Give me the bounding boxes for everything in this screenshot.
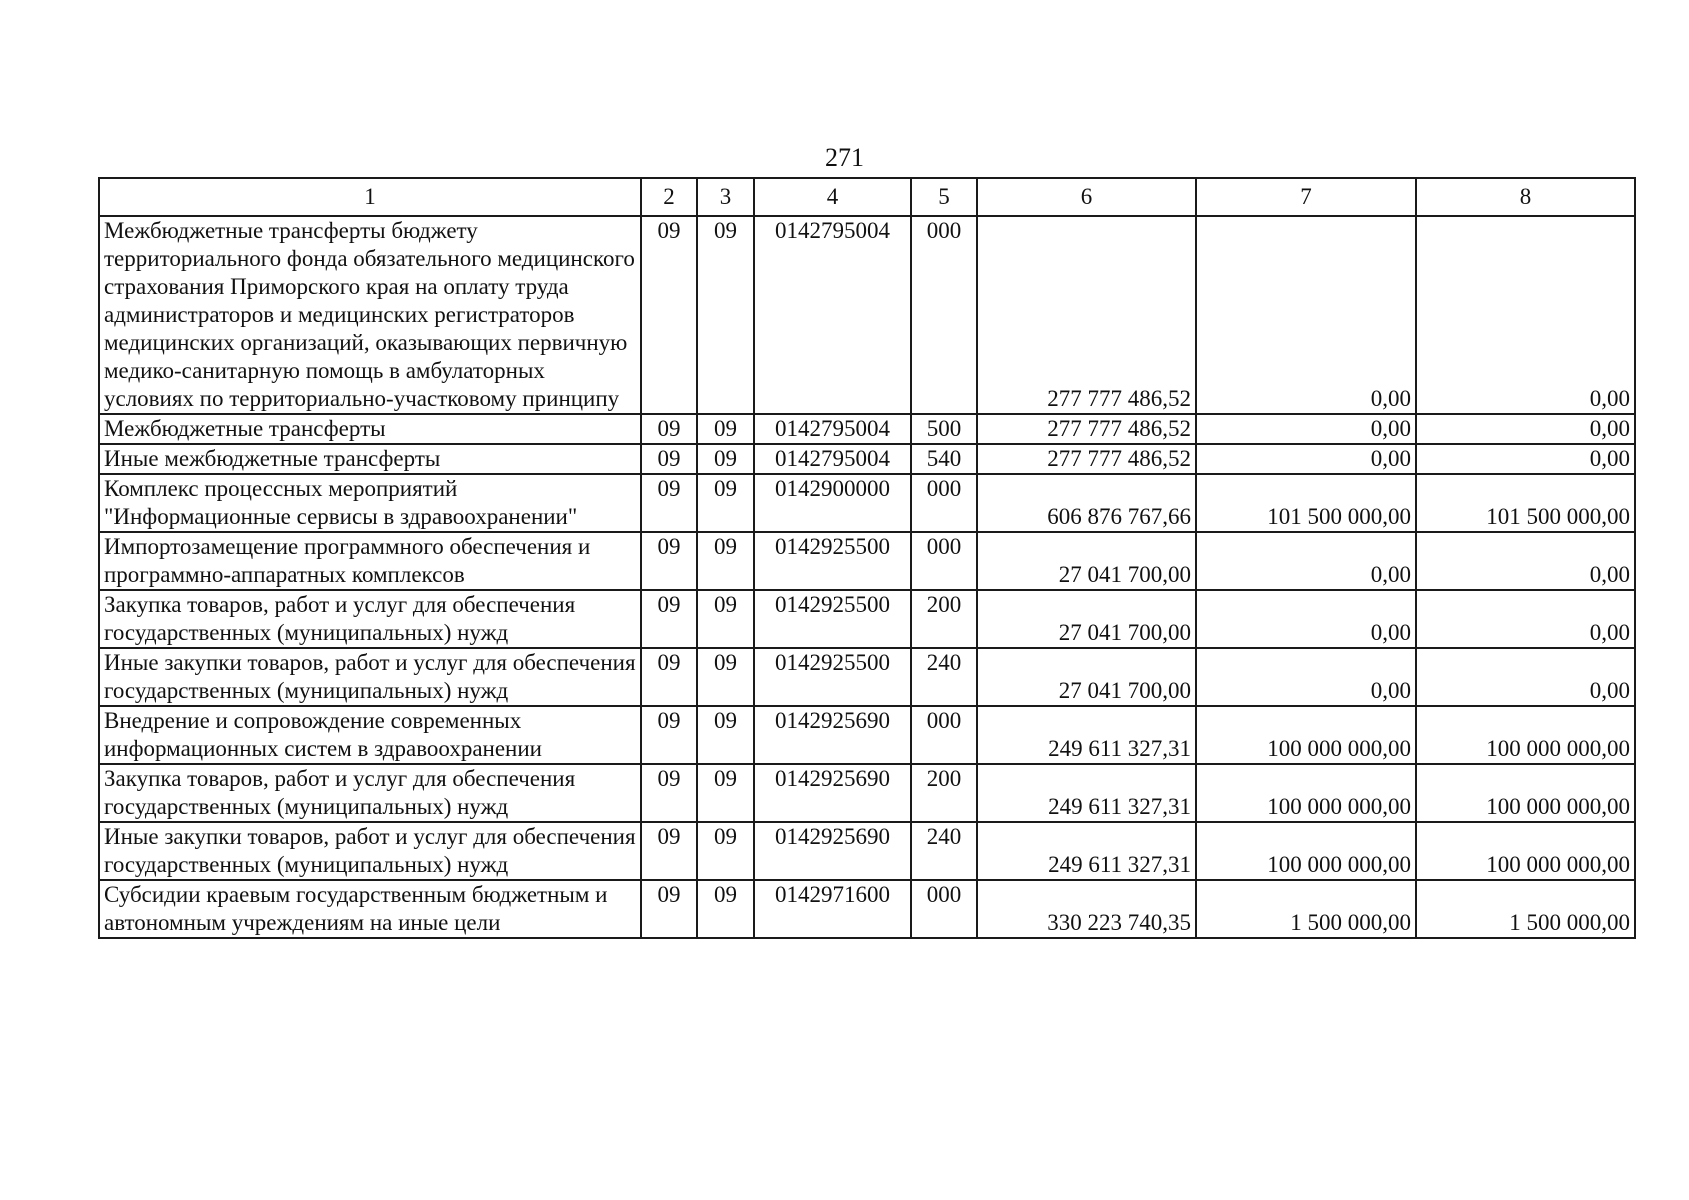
amount-col8-cell: 100 000 000,00	[1416, 706, 1635, 764]
row-name-cell: Межбюджетные трансферты бюджету территориального фонда обязательного медицинского страхования Приморского края на оплату труда администраторов и медицинских регистраторов медицинских организаций, оказывающих первичную медико-санитарную помощь в амбулаторных условиях по территориально-участковому принципу	[99, 216, 641, 414]
expense-type-cell: 000	[911, 532, 977, 590]
target-article-cell: 0142925500	[754, 648, 911, 706]
column-header: 2	[641, 178, 697, 216]
target-article-cell: 0142795004	[754, 414, 911, 444]
row-name-cell: Импортозамещение программного обеспечения и программно-аппаратных комплексов	[99, 532, 641, 590]
amount-col6-cell: 277 777 486,52	[977, 216, 1196, 414]
subsection-code-cell: 09	[697, 216, 754, 414]
row-name-cell: Комплекс процессных мероприятий "Информационные сервисы в здравоохранении"	[99, 474, 641, 532]
table-row	[99, 706, 1635, 764]
table-row	[99, 216, 1635, 414]
amount-col7-cell: 100 000 000,00	[1196, 822, 1416, 880]
table-row	[99, 880, 1635, 938]
amount-col8-cell: 100 000 000,00	[1416, 764, 1635, 822]
table-row	[99, 532, 1635, 590]
amount-col7-cell: 100 000 000,00	[1196, 764, 1416, 822]
target-article-cell: 0142795004	[754, 216, 911, 414]
amount-col7-cell: 0,00	[1196, 590, 1416, 648]
header-row	[99, 178, 1635, 216]
amount-col8-cell: 101 500 000,00	[1416, 474, 1635, 532]
subsection-code-cell: 09	[697, 474, 754, 532]
expense-type-cell: 240	[911, 822, 977, 880]
amount-col7-cell: 0,00	[1196, 444, 1416, 474]
column-header: 6	[977, 178, 1196, 216]
subsection-code-cell: 09	[697, 706, 754, 764]
amount-col6-cell: 330 223 740,35	[977, 880, 1196, 938]
subsection-code-cell: 09	[697, 764, 754, 822]
section-code-cell: 09	[641, 414, 697, 444]
section-code-cell: 09	[641, 590, 697, 648]
section-code-cell: 09	[641, 444, 697, 474]
amount-col8-cell: 0,00	[1416, 648, 1635, 706]
amount-col8-cell: 0,00	[1416, 444, 1635, 474]
target-article-cell: 0142795004	[754, 444, 911, 474]
amount-col8-cell: 0,00	[1416, 414, 1635, 444]
row-name-cell: Иные межбюджетные трансферты	[99, 444, 641, 474]
subsection-code-cell: 09	[697, 590, 754, 648]
amount-col6-cell: 249 611 327,31	[977, 822, 1196, 880]
amount-col7-cell: 0,00	[1196, 414, 1416, 444]
column-header: 8	[1416, 178, 1635, 216]
amount-col7-cell: 100 000 000,00	[1196, 706, 1416, 764]
section-code-cell: 09	[641, 706, 697, 764]
target-article-cell: 0142971600	[754, 880, 911, 938]
amount-col6-cell: 27 041 700,00	[977, 648, 1196, 706]
subsection-code-cell: 09	[697, 822, 754, 880]
table-row	[99, 648, 1635, 706]
amount-col6-cell: 277 777 486,52	[977, 414, 1196, 444]
amount-col6-cell: 277 777 486,52	[977, 444, 1196, 474]
column-header: 4	[754, 178, 911, 216]
expense-type-cell: 000	[911, 216, 977, 414]
target-article-cell: 0142925690	[754, 706, 911, 764]
expense-type-cell: 200	[911, 764, 977, 822]
target-article-cell: 0142925690	[754, 764, 911, 822]
table-row	[99, 764, 1635, 822]
table-row	[99, 444, 1635, 474]
amount-col8-cell: 1 500 000,00	[1416, 880, 1635, 938]
page-number: 271	[825, 143, 864, 172]
row-name-cell: Закупка товаров, работ и услуг для обеспечения государственных (муниципальных) нужд	[99, 764, 641, 822]
amount-col7-cell: 101 500 000,00	[1196, 474, 1416, 532]
section-code-cell: 09	[641, 822, 697, 880]
amount-col8-cell: 100 000 000,00	[1416, 822, 1635, 880]
amount-col7-cell: 1 500 000,00	[1196, 880, 1416, 938]
amount-col6-cell: 27 041 700,00	[977, 532, 1196, 590]
table-row	[99, 414, 1635, 444]
amount-col6-cell: 27 041 700,00	[977, 590, 1196, 648]
budget-table	[98, 177, 1636, 939]
target-article-cell: 0142925500	[754, 532, 911, 590]
column-header: 1	[99, 178, 641, 216]
section-code-cell: 09	[641, 216, 697, 414]
section-code-cell: 09	[641, 880, 697, 938]
table-row	[99, 822, 1635, 880]
table-row	[99, 474, 1635, 532]
target-article-cell: 0142900000	[754, 474, 911, 532]
amount-col6-cell: 249 611 327,31	[977, 706, 1196, 764]
column-header: 3	[697, 178, 754, 216]
section-code-cell: 09	[641, 648, 697, 706]
subsection-code-cell: 09	[697, 648, 754, 706]
amount-col7-cell: 0,00	[1196, 216, 1416, 414]
target-article-cell: 0142925500	[754, 590, 911, 648]
subsection-code-cell: 09	[697, 444, 754, 474]
subsection-code-cell: 09	[697, 532, 754, 590]
expense-type-cell: 000	[911, 474, 977, 532]
row-name-cell: Субсидии краевым государственным бюджетным и автономным учреждениям на иные цели	[99, 880, 641, 938]
amount-col7-cell: 0,00	[1196, 532, 1416, 590]
subsection-code-cell: 09	[697, 880, 754, 938]
amount-col6-cell: 249 611 327,31	[977, 764, 1196, 822]
expense-type-cell: 240	[911, 648, 977, 706]
subsection-code-cell: 09	[697, 414, 754, 444]
amount-col8-cell: 0,00	[1416, 532, 1635, 590]
section-code-cell: 09	[641, 474, 697, 532]
row-name-cell: Иные закупки товаров, работ и услуг для обеспечения государственных (муниципальных) нужд	[99, 822, 641, 880]
expense-type-cell: 000	[911, 880, 977, 938]
row-name-cell: Закупка товаров, работ и услуг для обеспечения государственных (муниципальных) нужд	[99, 590, 641, 648]
expense-type-cell: 200	[911, 590, 977, 648]
expense-type-cell: 540	[911, 444, 977, 474]
expense-type-cell: 000	[911, 706, 977, 764]
column-header: 5	[911, 178, 977, 216]
row-name-cell: Внедрение и сопровождение современных информационных систем в здравоохранении	[99, 706, 641, 764]
expense-type-cell: 500	[911, 414, 977, 444]
amount-col8-cell: 0,00	[1416, 590, 1635, 648]
amount-col6-cell: 606 876 767,66	[977, 474, 1196, 532]
section-code-cell: 09	[641, 764, 697, 822]
column-header: 7	[1196, 178, 1416, 216]
table-row	[99, 590, 1635, 648]
section-code-cell: 09	[641, 532, 697, 590]
target-article-cell: 0142925690	[754, 822, 911, 880]
row-name-cell: Иные закупки товаров, работ и услуг для обеспечения государственных (муниципальных) нужд	[99, 648, 641, 706]
amount-col7-cell: 0,00	[1196, 648, 1416, 706]
row-name-cell: Межбюджетные трансферты	[99, 414, 641, 444]
amount-col8-cell: 0,00	[1416, 216, 1635, 414]
